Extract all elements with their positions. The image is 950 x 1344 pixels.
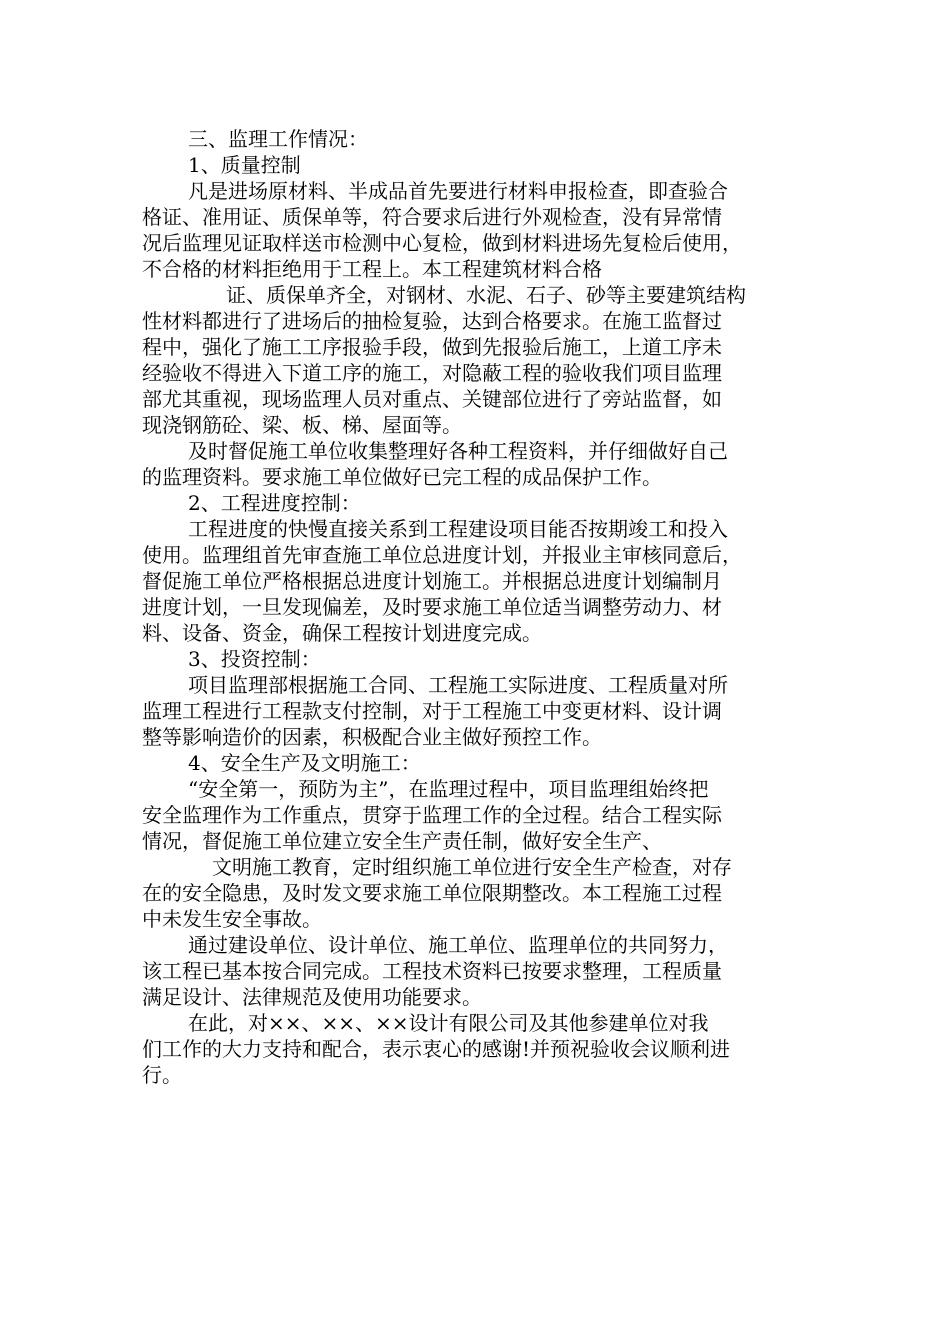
- paragraph-line: 性材料都进行了进场后的抽检复验，达到合格要求。在施工监督过: [142, 309, 722, 333]
- paragraph-line: 项目监理部根据施工合同、工程施工实际进度、工程质量对所: [188, 673, 728, 697]
- paragraph-line: 及时督促施工单位收集整理好各种工程资料，并仔细做好自己: [188, 439, 728, 463]
- paragraph-line: 不合格的材料拒绝用于工程上。本工程建筑材料合格: [142, 257, 602, 281]
- paragraph-line: 行。: [142, 1063, 182, 1087]
- subsection-heading-safety: 4、安全生产及文明施工：: [188, 751, 421, 775]
- paragraph-line: 证、质保单齐全，对钢材、水泥、石子、砂等主要建筑结构: [226, 283, 746, 307]
- paragraph-line: 程中，强化了施工工序报验手段，做到先报验后施工，上道工序未: [142, 335, 722, 359]
- section-heading: 三、监理工作情况：: [188, 127, 368, 151]
- subsection-heading-investment: 3、投资控制：: [188, 647, 321, 671]
- paragraph-line: 在的安全隐患，及时发文要求施工单位限期整改。本工程施工过程: [142, 881, 722, 905]
- paragraph-line: 通过建设单位、设计单位、施工单位、监理单位的共同努力，: [188, 933, 728, 957]
- paragraph-line: 的监理资料。要求施工单位做好已完工程的成品保护工作。: [142, 465, 662, 489]
- paragraph-line: “安全第一，预防为主”，在监理过程中，项目监理组始终把: [188, 777, 709, 801]
- paragraph-line: 经验收不得进入下道工序的施工，对隐蔽工程的验收我们项目监理: [142, 361, 722, 385]
- paragraph-line: 情况，督促施工单位建立安全生产责任制，做好安全生产、: [142, 829, 662, 853]
- paragraph-line: 使用。监理组首先审查施工单位总进度计划，并报业主审核同意后，: [142, 543, 742, 567]
- paragraph-line: 料、设备、资金，确保工程按计划进度完成。: [142, 621, 542, 645]
- paragraph-line: 在此，对××、××、××设计有限公司及其他参建单位对我: [188, 1011, 709, 1035]
- paragraph-line: 况后监理见证取样送市检测中心复检，做到材料进场先复检后使用，: [142, 231, 742, 255]
- subsection-heading-quality: 1、质量控制: [188, 153, 301, 177]
- paragraph-line: 文明施工教育，定时组织施工单位进行安全生产检查，对存: [212, 855, 732, 879]
- paragraph-line: 该工程已基本按合同完成。工程技术资料已按要求整理，工程质量: [142, 959, 722, 983]
- paragraph-line: 凡是进场原材料、半成品首先要进行材料申报检查，即查验合: [188, 179, 728, 203]
- paragraph-line: 监理工程进行工程款支付控制，对于工程施工中变更材料、设计调: [142, 699, 722, 723]
- paragraph-line: 整等影响造价的因素，积极配合业主做好预控工作。: [142, 725, 602, 749]
- paragraph-line: 部尤其重视，现场监理人员对重点、关键部位进行了旁站监督，如: [142, 387, 722, 411]
- paragraph-line: 督促施工单位严格根据总进度计划施工。并根据总进度计划编制月: [142, 569, 722, 593]
- paragraph-line: 进度计划，一旦发现偏差，及时要求施工单位适当调整劳动力、材: [142, 595, 722, 619]
- subsection-heading-progress: 2、工程进度控制：: [188, 491, 361, 515]
- paragraph-line: 满足设计、法律规范及使用功能要求。: [142, 985, 482, 1009]
- paragraph-line: 格证、准用证、质保单等，符合要求后进行外观检查，没有异常情: [142, 205, 722, 229]
- paragraph-line: 安全监理作为工作重点，贯穿于监理工作的全过程。结合工程实际: [142, 803, 722, 827]
- paragraph-line: 工程进度的快慢直接关系到工程建设项目能否按期竣工和投入: [188, 517, 728, 541]
- paragraph-line: 现浇钢筋砼、梁、板、梯、屋面等。: [142, 413, 462, 437]
- paragraph-line: 中未发生安全事故。: [142, 907, 322, 931]
- paragraph-line: 们工作的大力支持和配合，表示衷心的感谢!并预祝验收会议顺利进: [142, 1037, 731, 1061]
- document-body: [142, 126, 814, 1088]
